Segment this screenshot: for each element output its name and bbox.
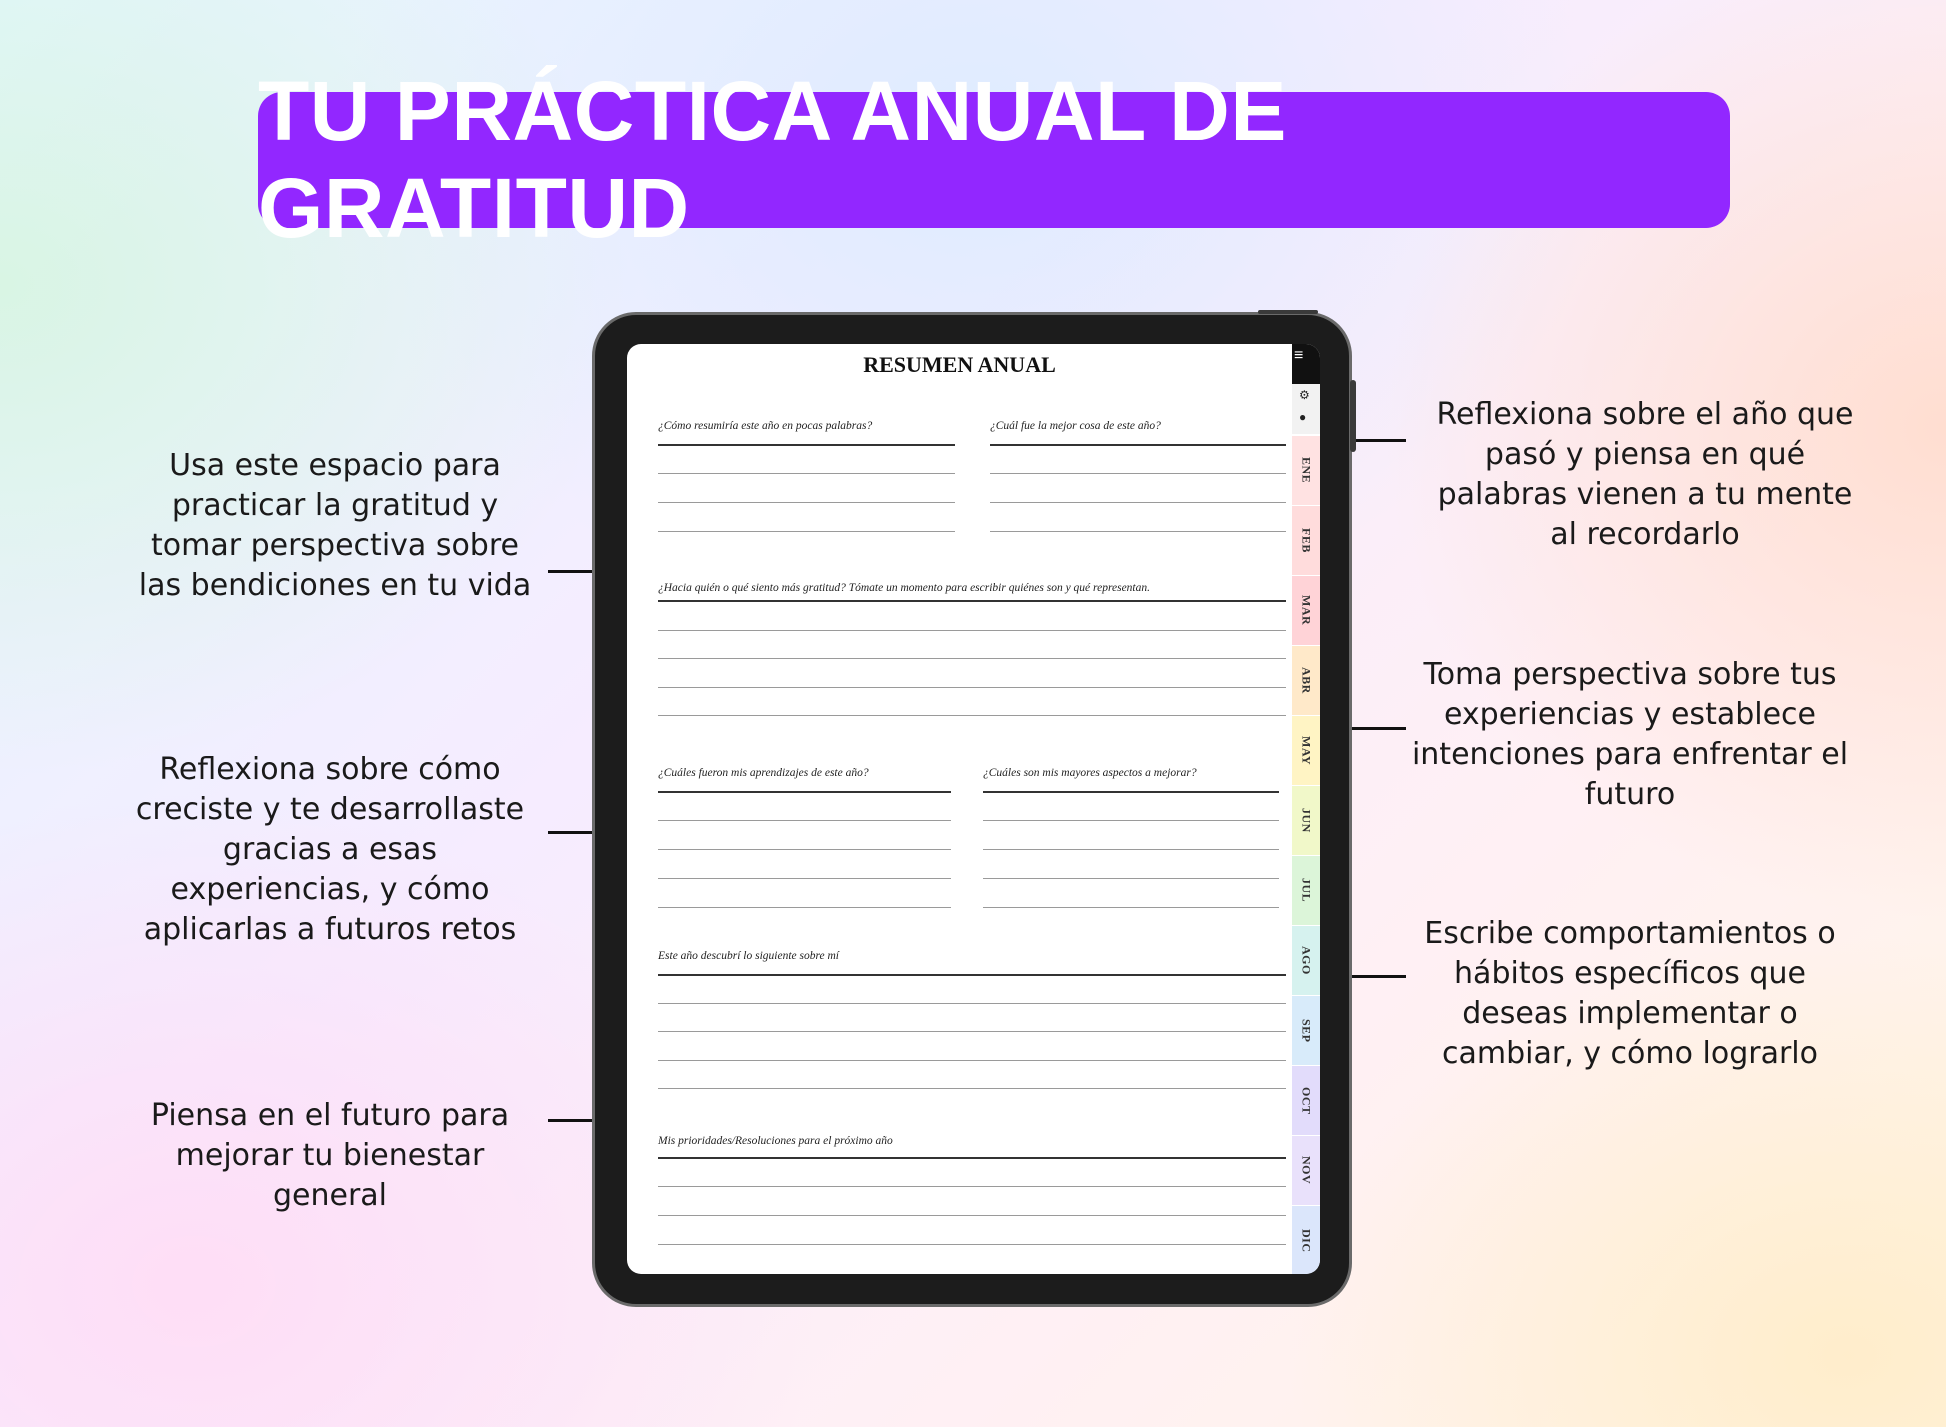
answer-line[interactable]: [983, 849, 1279, 850]
question-priorities: Mis prioridades/Resoluciones para el próximo año: [658, 1135, 893, 1147]
answer-line[interactable]: [658, 658, 1286, 659]
question-gratitude: ¿Hacia quién o qué siento más gratitud? Tómate un momento para escribir quiénes son y qué representan.: [658, 582, 1150, 594]
gear-icon[interactable]: ⚙: [1299, 388, 1310, 402]
tab-label: ABR: [1299, 667, 1314, 694]
tab-feb[interactable]: [1292, 506, 1320, 575]
answer-line[interactable]: [658, 1157, 1286, 1159]
answer-line[interactable]: [990, 444, 1286, 446]
tablet-screen: [627, 344, 1320, 1274]
tab-label: DIC: [1299, 1228, 1314, 1253]
answer-line[interactable]: [990, 531, 1286, 532]
tab-oct[interactable]: [1292, 1066, 1320, 1135]
answer-line[interactable]: [658, 502, 955, 503]
tab-ago[interactable]: [1292, 926, 1320, 995]
callout-habits: Escribe comportamientos o hábitos específicos que deseas implementar o cambiar, y cómo lograrlo: [1424, 916, 1836, 1071]
menu-icon: ≡: [1294, 347, 1304, 364]
planner-page: [627, 344, 1292, 1274]
tab-sep[interactable]: [1292, 996, 1320, 1065]
answer-line[interactable]: [658, 1244, 1286, 1245]
answer-line[interactable]: [658, 1186, 1286, 1187]
callout-perspective: Toma perspectiva sobre tus experiencias y establece intenciones para enfrentar el futuro: [1411, 657, 1849, 812]
tab-dic[interactable]: [1292, 1206, 1320, 1274]
tab-label: SEP: [1299, 1018, 1314, 1043]
tab-mar[interactable]: [1292, 576, 1320, 645]
page-title: TU PRÁCTICA ANUAL DE GRATITUD: [258, 64, 1287, 255]
callout-growth: Reflexiona sobre cómo creciste y te desarrollaste gracias a esas experiencias, y cómo aplicarlas a futuros retos: [135, 752, 525, 947]
answer-line[interactable]: [658, 974, 1286, 976]
question-improve: ¿Cuáles son mis mayores aspectos a mejorar?: [983, 767, 1197, 779]
month-tabs: [1292, 344, 1320, 1274]
answer-line[interactable]: [983, 820, 1279, 821]
answer-line[interactable]: [990, 473, 1286, 474]
answer-line[interactable]: [658, 1215, 1286, 1216]
answer-line[interactable]: [658, 820, 951, 821]
question-best: ¿Cuál fue la mejor cosa de este año?: [990, 420, 1161, 432]
tab-jul[interactable]: [1292, 856, 1320, 925]
answer-line[interactable]: [658, 1088, 1286, 1089]
tab-may[interactable]: [1292, 716, 1320, 785]
tab-label: NOV: [1299, 1156, 1314, 1185]
answer-line[interactable]: [658, 907, 951, 908]
bookmark-icon[interactable]: ●: [1299, 410, 1307, 424]
tab-label: FEB: [1299, 528, 1314, 553]
answer-line[interactable]: [990, 502, 1286, 503]
tab-ene[interactable]: [1292, 436, 1320, 505]
question-summary: ¿Cómo resumiría este año en pocas palabras?: [658, 420, 873, 432]
answer-line[interactable]: [658, 531, 955, 532]
question-discovered: Este año descubrí lo siguiente sobre mí: [658, 950, 839, 962]
answer-line[interactable]: [658, 1003, 1286, 1004]
tab-label: OCT: [1299, 1086, 1314, 1115]
tab-jun[interactable]: [1292, 786, 1320, 855]
answer-line[interactable]: [983, 878, 1279, 879]
callout-gratitude: Usa este espacio para practicar la gratitud y tomar perspectiva sobre las bendiciones en tu vida: [138, 448, 532, 603]
answer-line[interactable]: [983, 907, 1279, 908]
answer-line[interactable]: [658, 715, 1286, 716]
callout-future: Piensa en el futuro para mejorar tu bienestar general: [150, 1098, 510, 1213]
tab-label: ENE: [1299, 457, 1314, 484]
tablet-top-button: [1258, 310, 1318, 314]
answer-line[interactable]: [658, 687, 1286, 688]
answer-line[interactable]: [658, 849, 951, 850]
tab-label: JUL: [1299, 878, 1314, 903]
title-banner: [258, 64, 1730, 255]
answer-line[interactable]: [658, 878, 951, 879]
tab-label: MAY: [1299, 735, 1314, 766]
answer-line[interactable]: [658, 444, 955, 446]
question-learnings: ¿Cuáles fueron mis aprendizajes de este año?: [658, 767, 869, 779]
answer-line[interactable]: [983, 791, 1279, 793]
tool-tabs: [1292, 384, 1320, 434]
planner-title: RESUMEN ANUAL: [863, 352, 1056, 377]
answer-line[interactable]: [658, 600, 1286, 602]
menu-tab[interactable]: [1292, 344, 1320, 384]
tab-nov[interactable]: [1292, 1136, 1320, 1205]
tab-abr[interactable]: [1292, 646, 1320, 715]
answer-line[interactable]: [658, 473, 955, 474]
tablet-side-button: [1350, 380, 1356, 452]
tab-label: MAR: [1299, 595, 1314, 626]
answer-line[interactable]: [658, 1060, 1286, 1061]
callout-year-reflection: Reflexiona sobre el año que pasó y piensa en qué palabras vienen a tu mente al recordarlo: [1436, 397, 1854, 552]
answer-line[interactable]: [658, 630, 1286, 631]
tab-label: JUN: [1299, 808, 1314, 833]
tab-label: AGO: [1299, 946, 1314, 975]
answer-line[interactable]: [658, 791, 951, 793]
answer-line[interactable]: [658, 1031, 1286, 1032]
